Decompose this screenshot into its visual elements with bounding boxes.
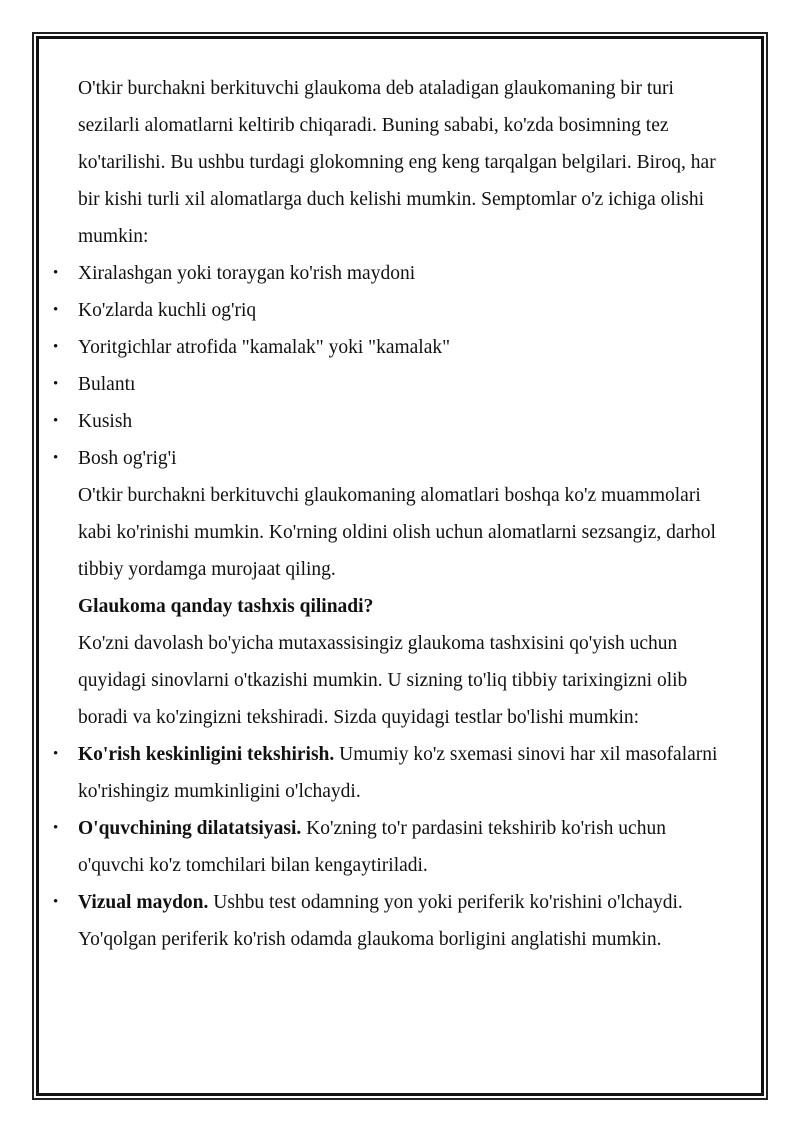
diagnosis-heading: Glaukoma qanday tashxis qilinadi? xyxy=(78,596,374,617)
symptoms-list xyxy=(78,255,718,477)
test-description: Umumiy ko'z sxemasi sinovi har xil masofalarni ko'rishingiz mumkinligini o'lchaydi. xyxy=(78,744,718,802)
test-description: Ko'zning to'r pardasini tekshirib ko'rish uchun o'quvchi ko'z tomchilari bilan kengaytiriladi. xyxy=(78,818,666,876)
symptom-item: • Yoritgichlar atrofida "kamalak" yoki "kamalak" xyxy=(78,329,718,366)
symptom-item: • Xiralashgan yoki toraygan ko'rish maydoni xyxy=(78,255,718,292)
symptom-item: • Bosh og'rig'i xyxy=(78,440,718,477)
intro-paragraph: O'tkir burchakni berkituvchi glaukoma deb ataladigan glaukomaning bir turi sezilarli alomatlarni keltirib chiqaradi. Buning sababi, ko'zda bosimning tez ko'tarilishi. Bu ushbu turdagi glokomning eng keng tarqalgan belgilari. Biroq, har bir kishi turli xil alomatlarga duch kelishi mumkin. Semptomlar o'z ichiga olishi mumkin: xyxy=(78,78,716,247)
tests-list xyxy=(78,736,718,958)
test-term: Ko'rish keskinligini tekshirish. xyxy=(78,744,335,765)
test-term: Vizual maydon. xyxy=(78,892,209,913)
symptom-item: • Kusish xyxy=(78,403,718,440)
symptoms-note-paragraph: O'tkir burchakni berkituvchi glaukomaning alomatlari boshqa ko'z muammolari kabi ko'rinishi mumkin. Ko'rning oldini olish uchun alomatlarni sezsangiz, darhol tibbiy yordamga murojaat qiling. xyxy=(78,485,716,580)
symptom-item: • Bulantı xyxy=(78,366,718,403)
test-item xyxy=(78,810,718,884)
test-term: O'quvchining dilatatsiyasi. xyxy=(78,818,302,839)
test-item xyxy=(78,736,718,810)
test-item xyxy=(78,884,718,958)
document-body xyxy=(78,70,718,958)
test-description: Ushbu test odamning yon yoki periferik ko'rishini o'lchaydi. Yo'qolgan periferik ko'rish odamda glaukoma borligini anglatishi mumkin. xyxy=(78,892,683,950)
symptom-item: • Ko'zlarda kuchli og'riq xyxy=(78,292,718,329)
diagnosis-intro-paragraph: Ko'zni davolash bo'yicha mutaxassisingiz glaukoma tashxisini qo'yish uchun quyidagi sinovlarni o'tkazishi mumkin. U sizning to'liq tibbiy tarixingizni olib boradi va ko'zingizni tekshiradi. Sizda quyidagi testlar bo'lishi mumkin: xyxy=(78,633,688,728)
